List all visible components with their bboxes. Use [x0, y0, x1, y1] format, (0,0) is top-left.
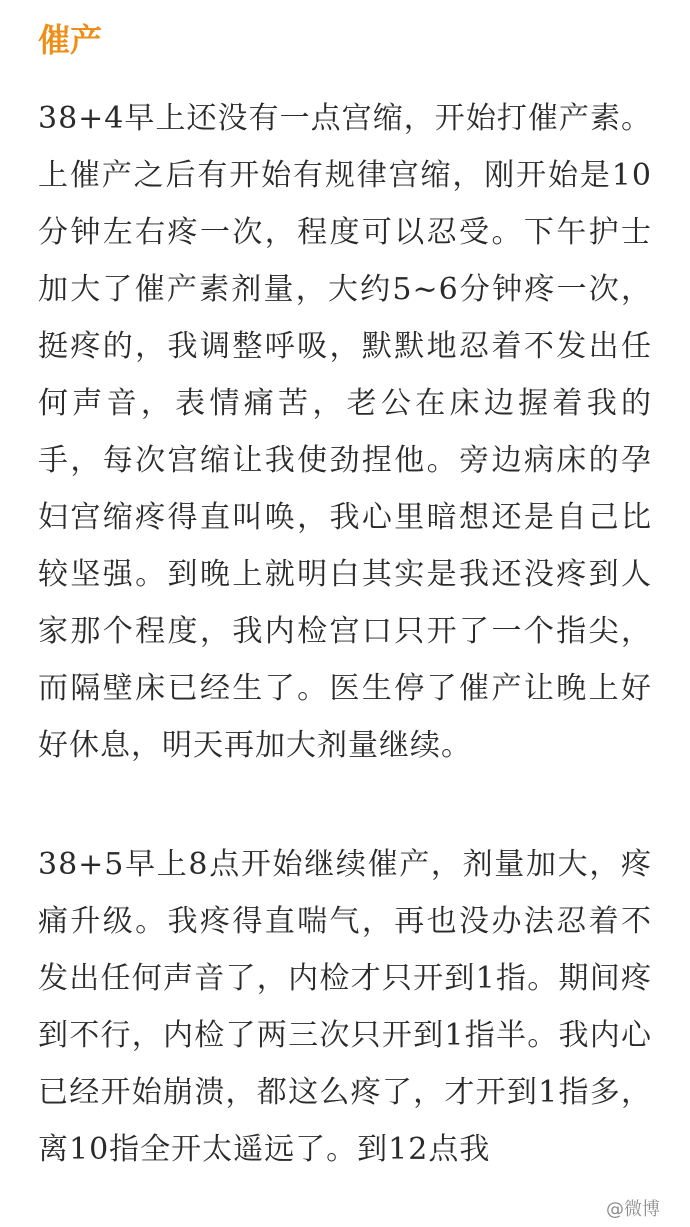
weibo-watermark: @微博 — [602, 1195, 664, 1221]
paragraph-day1: 38+4早上还没有一点宫缩，开始打催产素。上催产之后有开始有规律宫缩，刚开始是10分钟左右疼一次，程度可以忍受。下午护士加大了催产素剂量，大约5~6分钟疼一次，挺疼的，我调整呼吸，默默地忍着不发出任何声音，表情痛苦，老公在床边握着我的手，每次宫缩让我使劲捏他。旁边病床的孕妇宫缩疼得直叫唤，我心里暗想还是自己比较坚强。到晚上就明白其实是我还没疼到人家那个程度，我内检宫口只开了一个指尖，而隔壁床已经生了。医生停了催产让晚上好好休息，明天再加大剂量继续。 — [38, 101, 652, 763]
section-title: 催产 — [38, 21, 103, 59]
paragraph-day2: 38+5早上8点开始继续催产，剂量加大，疼痛升级。我疼得直喘气，再也没办法忍着不发出任何声音了，内检才只开到1指。期间疼到不行，内检了两三次只开到1指半。我内心已经开始崩溃，都这么疼了，才开到1指多，离10指全开太遥远了。到12点我 — [38, 847, 652, 1167]
